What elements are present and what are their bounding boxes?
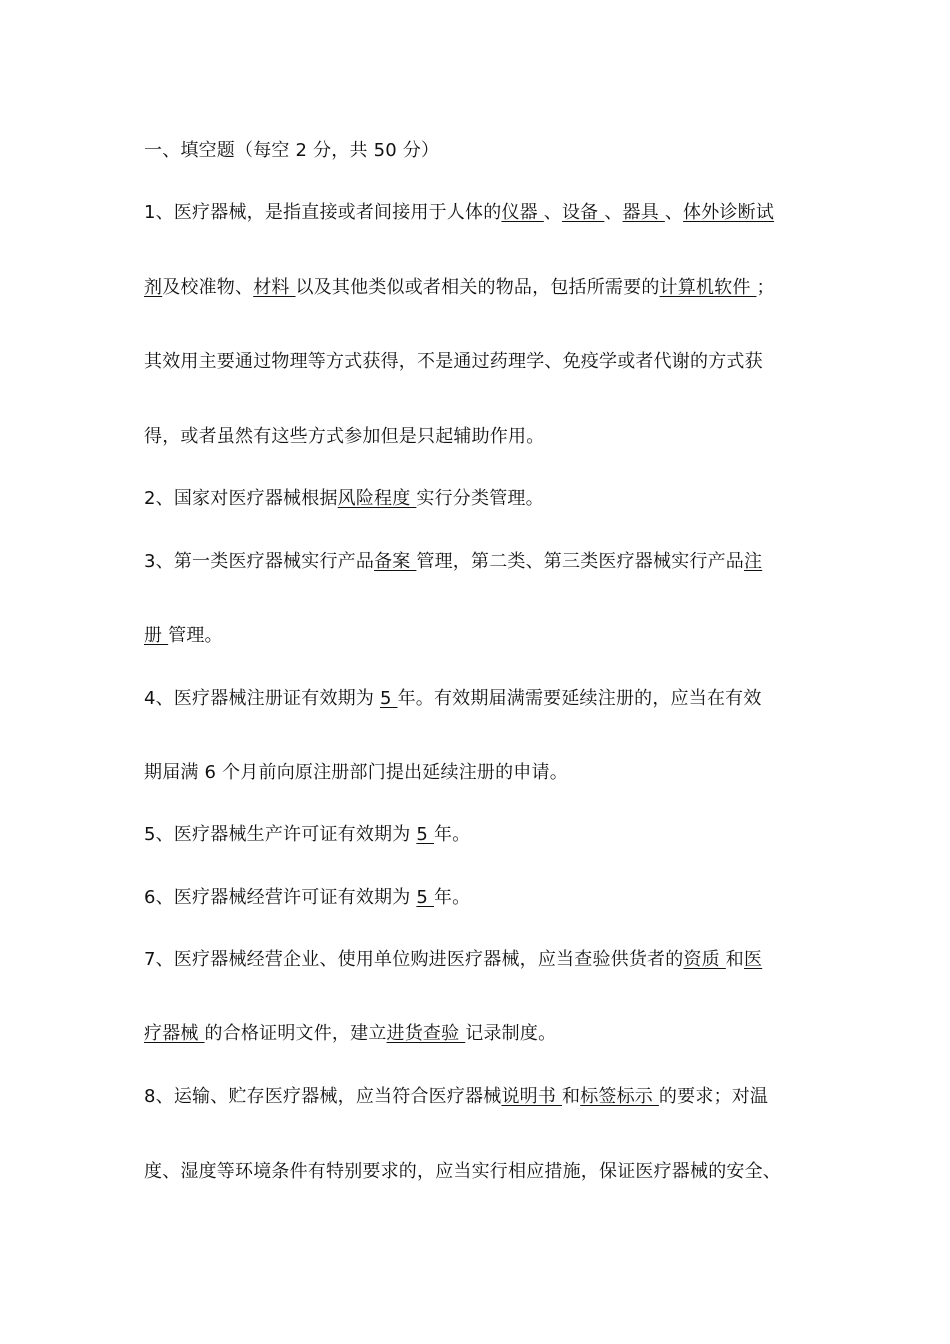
line-text: 得，或者虽然有这些方式参加但是只起辅助作用。 <box>144 426 545 447</box>
text-line <box>144 487 544 511</box>
line-text: 3、第一类医疗器械实行产品 <box>144 551 375 572</box>
text-line <box>144 550 762 574</box>
answer-blank: 标签标示 <box>580 1086 659 1107</box>
line-text: 及校准物、 <box>162 277 254 298</box>
text-line <box>144 624 223 648</box>
answer-blank: 册 <box>144 625 169 646</box>
text-line <box>144 276 775 300</box>
line-text: 和 <box>725 949 744 970</box>
text-line <box>144 948 762 972</box>
answer-blank: 5 <box>379 688 398 709</box>
line-text: 8、运输、贮存医疗器械，应当符合医疗器械 <box>144 1086 502 1107</box>
line-text: 期届满 6 个月前向原注册部门提出延续注册的申请。 <box>144 762 568 783</box>
line-text: 7、医疗器械经营企业、使用单位购进医疗器械，应当查验供货者的 <box>144 949 684 970</box>
answer-blank: 疗器械 <box>144 1023 205 1044</box>
line-text: 管理。 <box>168 625 223 646</box>
answer-blank: 设备 <box>561 202 605 223</box>
line-text: 4、医疗器械注册证有效期为 <box>144 688 380 709</box>
text-line <box>144 1085 768 1109</box>
line-text: 实行分类管理。 <box>416 488 544 509</box>
section-title: 一、填空题（每空 2 分，共 50 分） <box>144 140 440 161</box>
line-text: 的合格证明文件，建立 <box>204 1023 387 1044</box>
answer-blank: 医 <box>743 949 763 970</box>
line-text: 、 <box>543 202 562 223</box>
answer-blank: 器具 <box>622 202 665 223</box>
line-text: 记录制度。 <box>465 1023 557 1044</box>
line-text: 2、国家对医疗器械根据 <box>144 488 338 509</box>
line-text: 、 <box>664 202 684 223</box>
line-text: 6、医疗器械经营许可证有效期为 <box>144 887 417 908</box>
line-text: 度、湿度等环境条件有特别要求的，应当实行相应措施，保证医疗器械的安全、 <box>144 1161 781 1182</box>
answer-blank: 进货查验 <box>386 1023 466 1044</box>
answer-blank: 注 <box>744 551 763 572</box>
line-text: 的要求；对温 <box>658 1086 769 1107</box>
text-line <box>144 886 470 910</box>
line-text: 年。有效期届满需要延续注册的，应当在有效 <box>397 688 762 709</box>
answer-blank: 体外诊断试 <box>683 202 775 223</box>
line-text: 、 <box>604 202 623 223</box>
answer-blank: 仪器 <box>501 202 544 223</box>
text-line <box>144 425 544 449</box>
line-text: 和 <box>561 1086 581 1107</box>
line-text: 以及其他类似或者相关的物品，包括所需要的 <box>295 277 660 298</box>
line-text: 其效用主要通过物理等方式获得，不是通过药理学、免疫学或者代谢的方式获 <box>144 351 763 372</box>
line-text: ； <box>756 277 775 298</box>
text-line <box>144 761 568 785</box>
answer-blank: 5 <box>416 824 434 845</box>
line-text: 年。 <box>433 824 471 845</box>
text-line <box>144 1160 781 1184</box>
text-line <box>144 201 774 225</box>
answer-blank: 备案 <box>374 551 417 572</box>
answer-blank: 计算机软件 <box>659 277 757 298</box>
text-line <box>144 350 763 374</box>
answer-blank: 说明书 <box>501 1086 562 1107</box>
answer-blank: 材料 <box>253 277 296 298</box>
text-line <box>144 1022 556 1046</box>
answer-blank: 资质 <box>683 949 726 970</box>
line-text: 管理，第二类、第三类医疗器械实行产品 <box>416 551 744 572</box>
line-text: 年。 <box>433 887 471 908</box>
answer-blank: 剂 <box>144 277 163 298</box>
text-line <box>144 687 762 711</box>
line-text: 1、医疗器械，是指直接或者间接用于人体的 <box>144 202 502 223</box>
text-line <box>144 823 470 847</box>
line-text: 5、医疗器械生产许可证有效期为 <box>144 824 417 845</box>
answer-blank: 风险程度 <box>337 488 417 509</box>
answer-blank: 5 <box>416 887 434 908</box>
